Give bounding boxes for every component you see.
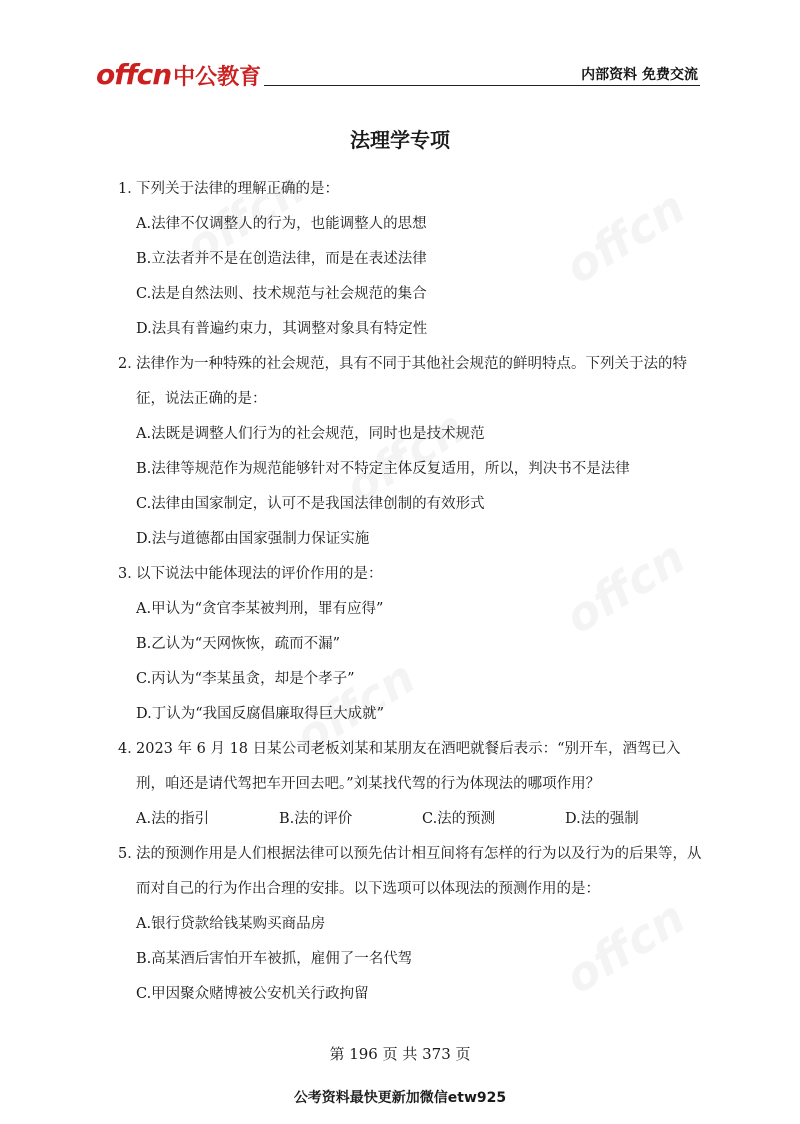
- page-number: 第 196 页 共 373 页: [329, 1045, 471, 1063]
- question-stem: 2023 年 6 月 18 日某公司老板刘某和某朋友在酒吧就餐后表示：“别开车，酒驾已入刑，咱还是请代驾把车开回去吧。”刘某找代驾的行为体现法的哪项作用？: [136, 741, 681, 792]
- option-c: C.法是自然法则、技术规范与社会规范的集合: [136, 286, 427, 302]
- question-stem: 法的预测作用是人们根据法律可以预先估计相互间将有怎样的行为以及行为的后果等，从而对自己的行为作出合理的安排。以下选项可以体现法的预测作用的是：: [136, 846, 702, 897]
- question-3: [118, 557, 708, 732]
- question-1: [118, 172, 708, 347]
- option-c: C.甲因聚众赌博被公安机关行政拘留: [136, 986, 369, 1002]
- option-b: B.法的评价: [279, 811, 353, 827]
- option-a: A.法律不仅调整人的行为，也能调整人的思想: [136, 216, 427, 232]
- question-5: [118, 837, 708, 1012]
- option-d: D.丁认为“我国反腐倡廉取得巨大成就”: [136, 706, 385, 722]
- question-number: 5．: [118, 846, 142, 862]
- logo-cn-text: 中公教育: [173, 65, 262, 90]
- option-row: [136, 802, 708, 837]
- option-c: C.法律由国家制定，认可不是我国法律创制的有效形式: [136, 496, 485, 512]
- option-c: C.法的预测: [422, 811, 496, 827]
- option-b: B.立法者并不是在创造法律，而是在表述法律: [136, 251, 427, 267]
- page-title: 法理学专项: [350, 128, 450, 152]
- option-d: D.法具有普遍约束力，其调整对象具有特定性: [136, 321, 428, 337]
- question-stem: 下列关于法律的理解正确的是：: [136, 181, 339, 197]
- option-c: C.丙认为“李某虽贪，却是个孝子”: [136, 671, 355, 687]
- option-d: D.法的强制: [565, 811, 639, 827]
- header-right-text: 内部资料 免费交流: [581, 67, 698, 83]
- logo-latin-text: offcn: [96, 58, 172, 91]
- header-rule: [264, 85, 700, 86]
- question-number: 1．: [118, 181, 142, 197]
- option-d: D.法与道德都由国家强制力保证实施: [136, 531, 370, 547]
- question-number: 3．: [118, 566, 142, 582]
- question-stem: 以下说法中能体现法的评价作用的是：: [136, 566, 383, 582]
- question-4: [118, 732, 708, 837]
- question-2: [118, 347, 708, 557]
- option-b: B.乙认为“天网恢恢，疏而不漏”: [136, 636, 341, 652]
- option-b: B.法律等规范作为规范能够针对不特定主体反复适用，所以，判决书不是法律: [136, 461, 630, 477]
- option-a: A.法既是调整人们行为的社会规范，同时也是技术规范: [136, 426, 485, 442]
- footer-note: 公考资料最快更新加微信etw925: [293, 1090, 507, 1106]
- page-header: [96, 58, 700, 91]
- option-a: A.银行贷款给钱某购买商品房: [136, 916, 326, 932]
- question-number: 4．: [118, 741, 142, 757]
- offcn-logo: [96, 58, 261, 91]
- option-b: B.高某酒后害怕开车被抓，雇佣了一名代驾: [136, 951, 413, 967]
- question-number: 2．: [118, 356, 142, 372]
- option-a: A.甲认为“贪官李某被判刑，罪有应得”: [136, 601, 384, 617]
- option-a: A.法的指引: [136, 811, 210, 827]
- question-list: [118, 172, 708, 1012]
- question-stem: 法律作为一种特殊的社会规范，具有不同于其他社会规范的鲜明特点。下列关于法的特征，说法正确的是：: [136, 356, 687, 407]
